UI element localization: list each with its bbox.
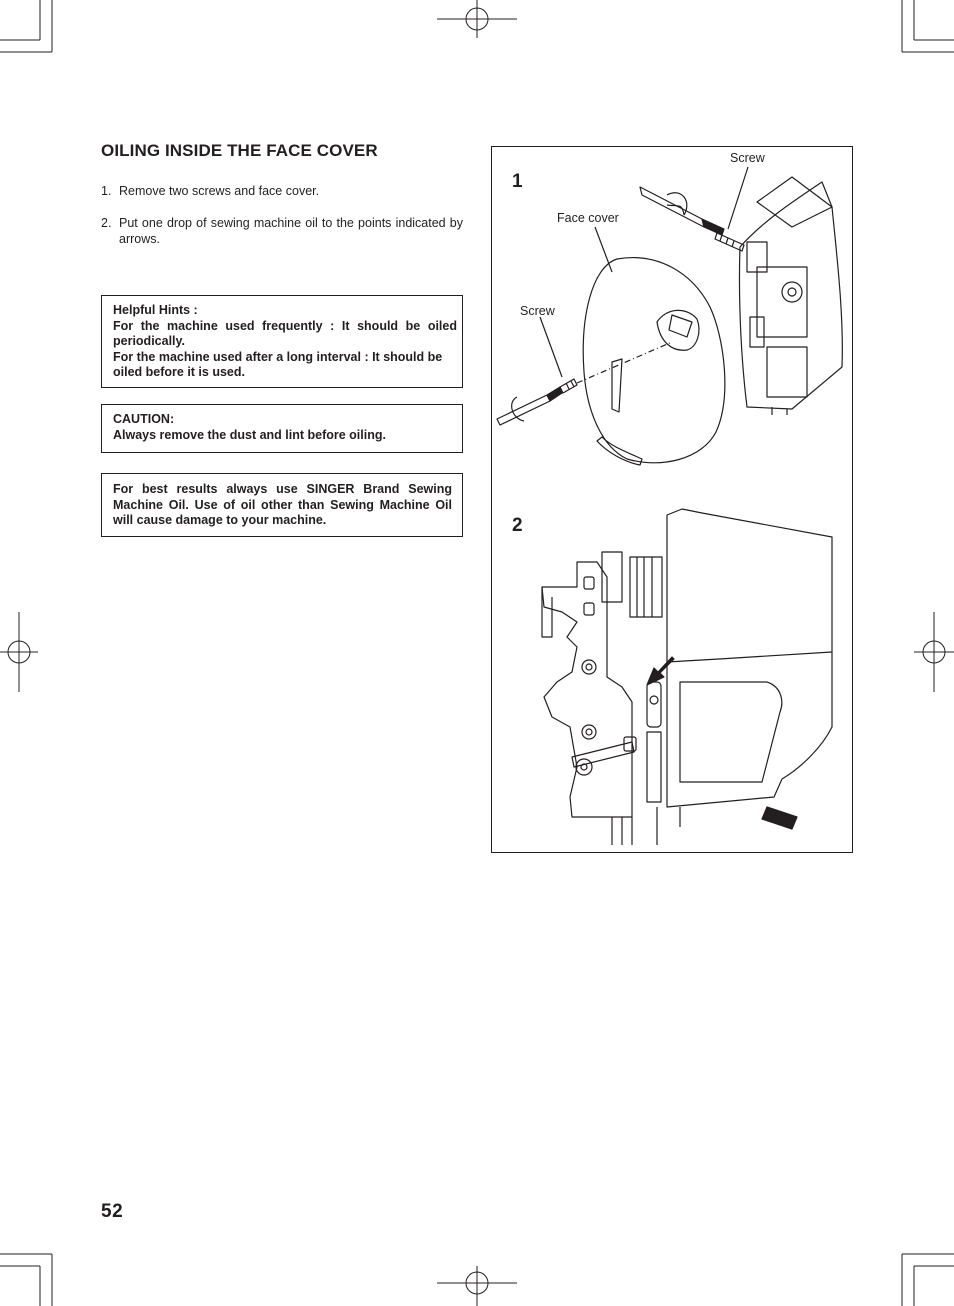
- face-cover-removal-illustration: [492, 147, 852, 477]
- oiling-points-illustration: [492, 497, 852, 847]
- oil-recommendation-box: [101, 473, 463, 537]
- hints-heading: Helpful Hints :: [113, 303, 198, 317]
- helpful-hints-box: [101, 295, 463, 388]
- instruction-steps: [101, 183, 463, 263]
- step-number: 2.: [101, 216, 112, 230]
- caution-box: [101, 404, 463, 453]
- page-number: 52: [101, 1201, 124, 1222]
- step-text: Remove two screws and face cover.: [119, 184, 320, 198]
- hints-line: For the machine used after a long interval : It should be oiled before it is used.: [113, 349, 443, 379]
- screw-label-left: Screw: [520, 304, 555, 318]
- screw-label-top: Screw: [730, 151, 765, 165]
- illustration-frame: [491, 146, 853, 853]
- oil-text: For best results always use SINGER Brand Sewing Machine Oil. Use of oil other than Sewing Machine Oil will cause damage to your machine.: [113, 482, 452, 527]
- page-title: OILING INSIDE THE FACE COVER: [101, 141, 378, 160]
- face-cover-label: Face cover: [557, 211, 619, 225]
- figure-step-1-number: 1: [512, 171, 523, 192]
- caution-heading: CAUTION:: [113, 412, 175, 426]
- step-item: [101, 183, 463, 199]
- step-item: [101, 215, 463, 247]
- figure-step-2-number: 2: [512, 515, 523, 536]
- step-number: 1.: [101, 184, 112, 198]
- caution-text: Always remove the dust and lint before oiling.: [113, 427, 386, 442]
- step-text: Put one drop of sewing machine oil to the points indicated by arrows.: [119, 216, 463, 246]
- hints-line: For the machine used frequently : It should be oiled periodically.: [113, 318, 457, 348]
